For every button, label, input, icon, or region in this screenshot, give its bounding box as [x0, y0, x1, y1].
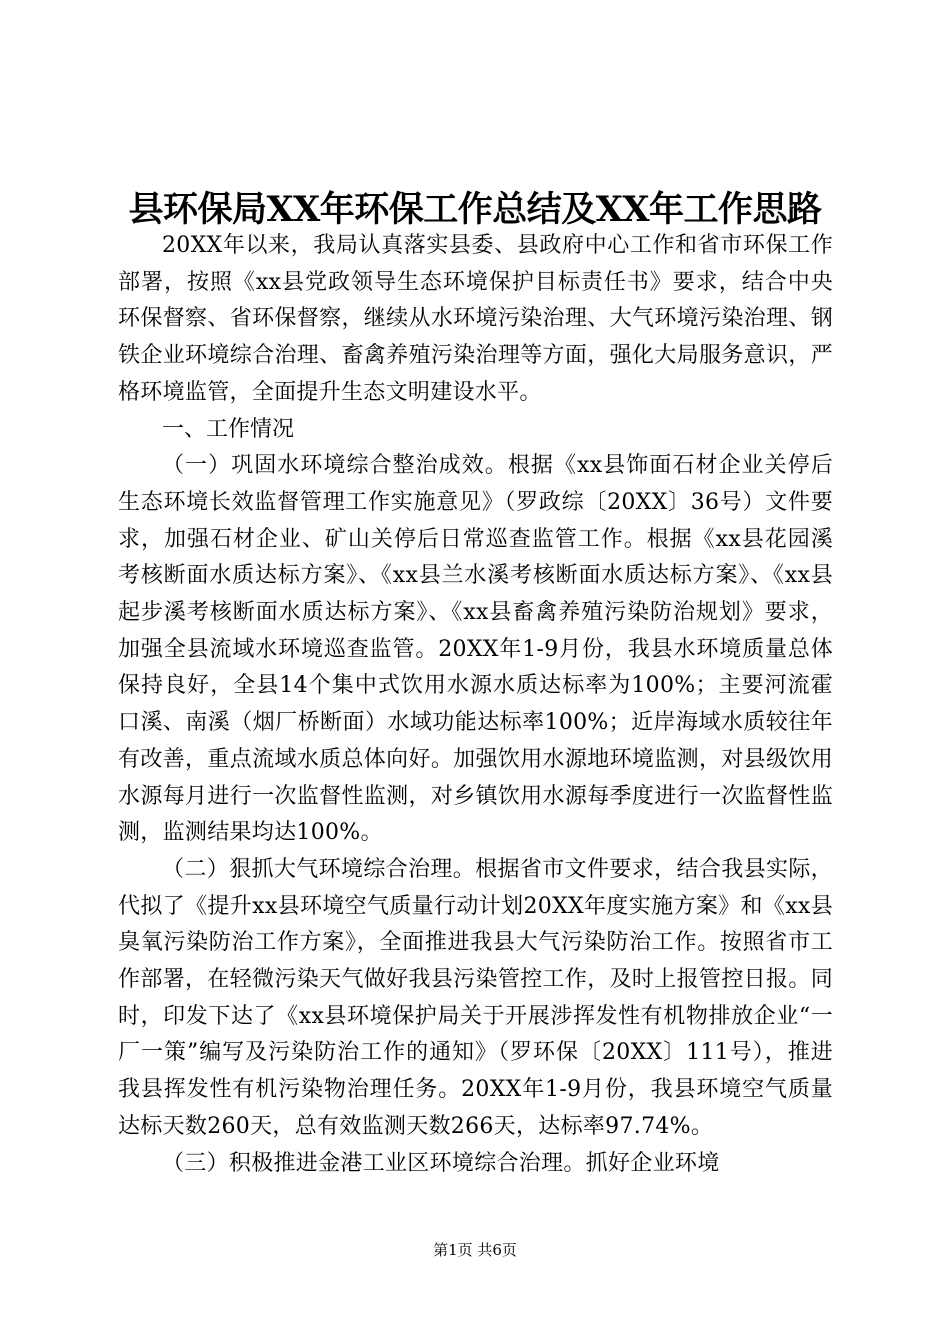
intro-paragraph: 20XX年以来，我局认真落实县委、县政府中心工作和省市环保工作部署，按照《xx县党政领导生态环境保护目标责任书》要求，结合中央环保督察、省环保督察，继续从水环境污染治理、大气环境污染治理、钢铁企业环境综合治理、畜禽养殖污染治理等方面，强化大局服务意识，严格环境监管，全面提升生态文明建设水平。	[118, 233, 833, 405]
paragraph-air-environment: （二）狠抓大气环境综合治理。根据省市文件要求，结合我县实际，代拟了《提升xx县环境空气质量行动计划20XX年度实施方案》和《xx县臭氧污染防治工作方案》，全面推进我县大气污染防治工作。按照省市工作部署，在轻微污染天气做好我县污染管控工作，及时上报管控日报。同时，印发下达了《xx县环境保护局关于开展涉挥发性有机物排放企业“一厂一策”编写及污染防治工作的通知》（罗环保〔20XX〕111号），推进我县挥发性有机污染物治理任务。20XX年1-9月份，我县环境空气质量达标天数260天，总有效监测天数266天，达标率97.74%。	[118, 856, 833, 1139]
paragraph-water-environment: （一）巩固水环境综合整治成效。根据《xx县饰面石材企业关停后生态环境长效监督管理工作实施意见》（罗政综〔20XX〕36号）文件要求，加强石材企业、矿山关停后日常巡查监管工作。根据《xx县花园溪考核断面水质达标方案》、《xx县兰水溪考核断面水质达标方案》、《xx县起步溪考核断面水质达标方案》、《xx县畜禽养殖污染防治规划》要求，加强全县流域水环境巡查监管。20XX年1-9月份，我县水环境质量总体保持良好，全县14个集中式饮用水源水质达标率为100%；主要河流霍口溪、南溪（烟厂桥断面）水域功能达标率100%；近岸海域水质较往年有改善，重点流域水质总体向好。加强饮用水源地环境监测，对县级饮用水源每月进行一次监督性监测，对乡镇饮用水源每季度进行一次监督性监测，监测结果均达100%。	[118, 453, 833, 846]
paragraph-industrial-zone: （三）积极推进金港工业区环境综合治理。抓好企业环境	[162, 1150, 720, 1176]
document-title: 县环保局XX年环保工作总结及XX年工作思路	[128, 189, 822, 230]
document-body	[118, 228, 833, 1182]
section-heading-work-status: 一、工作情况	[162, 416, 295, 442]
page-number-footer: 第1页 共6页	[433, 1241, 517, 1259]
